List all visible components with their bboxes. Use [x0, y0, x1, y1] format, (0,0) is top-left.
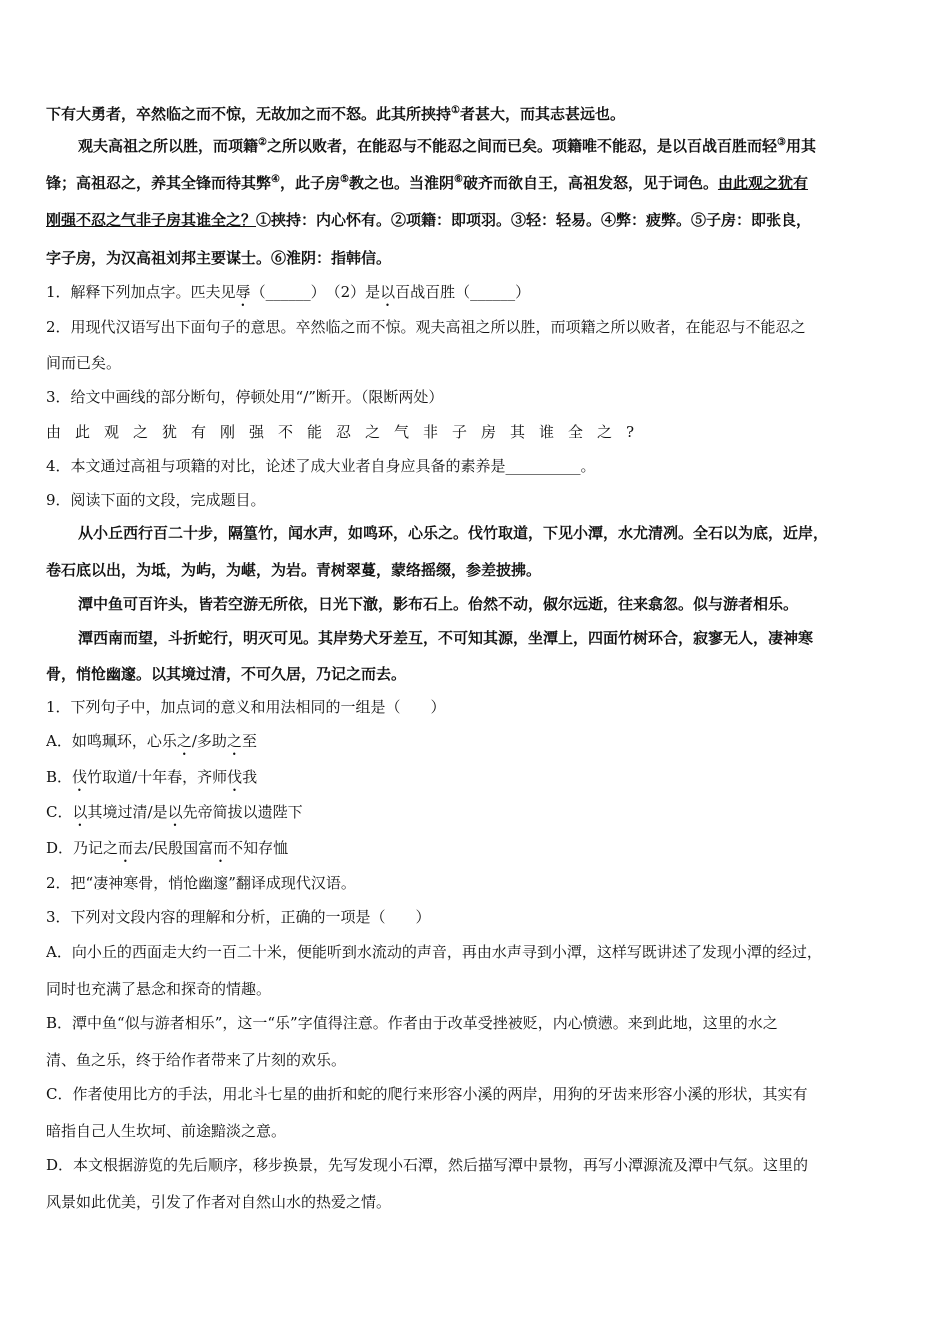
dotted-char: 以 — [72, 803, 88, 821]
text: D．乃记之 — [46, 839, 119, 857]
dotted-char: 之 — [176, 732, 192, 750]
dotted-char: 以 — [380, 283, 396, 301]
passage-line — [78, 523, 908, 543]
question-2 — [46, 317, 908, 337]
option-a — [46, 731, 908, 759]
dotted-char: 伐 — [72, 768, 88, 786]
text: 1．下列句子中，加点词的意义和用法相同的一组是（ ） — [46, 698, 446, 716]
choice-b — [46, 1013, 908, 1033]
text: D．本文根据游览的先后顺序，移步换景，先写发现小石潭，然后描写潭中景物，再写小潭源流及潭中气氛。这里的 — [46, 1156, 809, 1174]
footnote-marker: ⑤ — [340, 174, 349, 185]
option-b — [46, 767, 908, 795]
text: /多助 — [191, 732, 227, 750]
choice-a — [46, 942, 908, 962]
text: 由此观之犹有刚强不能忍之气非子房其谁全之? — [46, 423, 649, 441]
question-3-sentence — [46, 422, 908, 442]
text: 2．用现代汉语写出下面句子的意思。卒然临之而不惊。观夫高祖之所以胜，而项籍之所以败者，在能忍与不能忍之 — [46, 318, 806, 336]
choice-d — [46, 1155, 908, 1175]
choice-b-cont — [46, 1050, 908, 1070]
footnote-marker: ⑥ — [453, 174, 463, 185]
text: 破齐而欲自王，高祖发怒，见于词色。 — [462, 174, 718, 192]
footnote-marker: ④ — [271, 174, 280, 185]
text: 间而已矣。 — [46, 354, 122, 372]
text: 去/民殷国富 — [133, 839, 214, 857]
choice-c — [46, 1084, 908, 1104]
text: 至 — [241, 732, 257, 750]
text: 暗指自己人生坎坷、前途黯淡之意。 — [46, 1122, 287, 1140]
text: 9．阅读下面的文段，完成题目。 — [46, 491, 266, 509]
passage-line — [78, 136, 908, 156]
text: A．如鸣珮环，心乐 — [46, 732, 177, 750]
question-1 — [46, 282, 908, 310]
passage-line — [46, 104, 908, 124]
text: 2．把“凄神寒骨，悄怆幽邃”翻译成现代汉语。 — [46, 874, 356, 892]
dotted-char: 辱 — [235, 283, 251, 301]
text: ，此子房 — [279, 174, 340, 192]
question-2-cont — [46, 353, 908, 373]
passage-line — [46, 664, 908, 684]
passage-line — [46, 248, 908, 268]
dotted-char: 伐 — [227, 768, 243, 786]
text: 4．本文通过高祖与项籍的对比，论述了成大业者自身应具备的素养是__________。 — [46, 457, 596, 475]
text: 下有大勇者，卒然临之而不惊，无故加之而不怒。此其所挟持 — [46, 105, 452, 123]
text: 锋；高祖忍之，养其全锋而待其弊 — [46, 174, 272, 192]
text: 1．解释下列加点字。匹夫见 — [46, 283, 236, 301]
text: C．作者使用比方的手法，用北斗七星的曲折和蛇的爬行来形容小溪的两岸，用狗的牙齿来形容小溪的形状，其实有 — [46, 1085, 808, 1103]
option-d — [46, 838, 908, 866]
text: 3．下列对文段内容的理解和分析，正确的一项是（ ） — [46, 908, 431, 926]
text: 百战百胜（______） — [395, 283, 531, 301]
passage-line — [46, 560, 908, 580]
question-3 — [46, 387, 908, 407]
text: C． — [46, 803, 73, 821]
text: 其境过清/是 — [87, 803, 168, 821]
text: 卷石底以出，为坻，为屿，为嵁，为岩。青树翠蔓，蒙络摇缀，参差披拂。 — [46, 561, 542, 579]
text: 潭西南而望，斗折蛇行，明灭可见。其岸势犬牙差互，不可知其源，坐潭上，四面竹树环合，寂寥无人，凄神寒 — [78, 629, 814, 647]
text: 竹取道/十年春，齐师 — [87, 768, 228, 786]
section-9-heading — [46, 490, 908, 510]
passage-line — [46, 210, 908, 230]
text: B． — [46, 768, 73, 786]
text: 风景如此优美，引发了作者对自然山水的热爱之情。 — [46, 1193, 392, 1211]
footnote-marker: ③ — [777, 137, 786, 148]
dotted-char: 而 — [118, 839, 134, 857]
footnote-marker: ① — [451, 105, 460, 116]
footnotes: 字子房，为汉高祖刘邦主要谋士。⑥淮阴：指韩信。 — [46, 249, 392, 267]
text: 观夫高祖之所以胜，而项籍 — [78, 137, 259, 155]
text: 清、鱼之乐，终于给作者带来了片刻的欢乐。 — [46, 1051, 347, 1069]
passage-line — [78, 594, 908, 614]
question-2 — [46, 873, 908, 893]
text: 教之也。当淮阴 — [348, 174, 454, 192]
dotted-char: 之 — [226, 732, 242, 750]
text: 从小丘西行百二十步，隔篁竹，闻水声，如鸣环，心乐之。伐竹取道，下见小潭，水尤清冽。全石以为底，近岸， — [78, 524, 829, 542]
text: 我 — [242, 768, 258, 786]
question-1 — [46, 697, 908, 717]
question-4 — [46, 456, 908, 476]
text: 用其 — [785, 137, 816, 155]
text: 者甚大，而其志甚远也。 — [459, 105, 625, 123]
text: 骨，悄怆幽邃。以其境过清，不可久居，乃记之而去。 — [46, 665, 407, 683]
choice-d-cont — [46, 1192, 908, 1212]
question-3 — [46, 907, 908, 927]
text: 同时也充满了悬念和探奇的情趣。 — [46, 980, 272, 998]
text: B．潭中鱼“似与游者相乐”，这一“乐”字值得注意。作者由于改革受挫被贬，内心愤懑。来到此地，这里的水之 — [46, 1014, 778, 1032]
passage-line — [46, 173, 908, 193]
text: 3．给文中画线的部分断句，停顿处用“/”断开。（限断两处） — [46, 388, 444, 406]
text: 潭中鱼可百许头，皆若空游无所依，日光下澈，影布石上。佁然不动，俶尔远逝，往来翕忽。似与游者相乐。 — [78, 595, 799, 613]
text: 之所以败者，在能忍与不能忍之间而已矣。项籍唯不能忍，是以百战百胜而轻 — [266, 137, 777, 155]
dotted-char: 而 — [213, 839, 229, 857]
text: （______） （2）是 — [250, 283, 381, 301]
option-c — [46, 802, 908, 830]
dotted-char: 以 — [167, 803, 183, 821]
text: 不知存恤 — [228, 839, 289, 857]
footnotes: ①挟持：内心怀有。②项籍：即项羽。③轻：轻易。④弊：疲弊。⑤子房：即张良， — [256, 211, 812, 229]
text: A．向小丘的西面走大约一百二十米，便能听到水流动的声音，再由水声寻到小潭，这样写既讲述了发现小潭的经过， — [46, 943, 822, 961]
text: 先帝简拔以遗陛下 — [182, 803, 303, 821]
passage-line — [78, 628, 908, 648]
choice-c-cont — [46, 1121, 908, 1141]
underlined-sentence: 刚强不忍之气非子房其谁全之？ — [46, 211, 257, 229]
choice-a-cont — [46, 979, 908, 999]
underlined-sentence: 由此观之犹有 — [717, 174, 808, 192]
footnote-marker: ② — [258, 137, 267, 148]
